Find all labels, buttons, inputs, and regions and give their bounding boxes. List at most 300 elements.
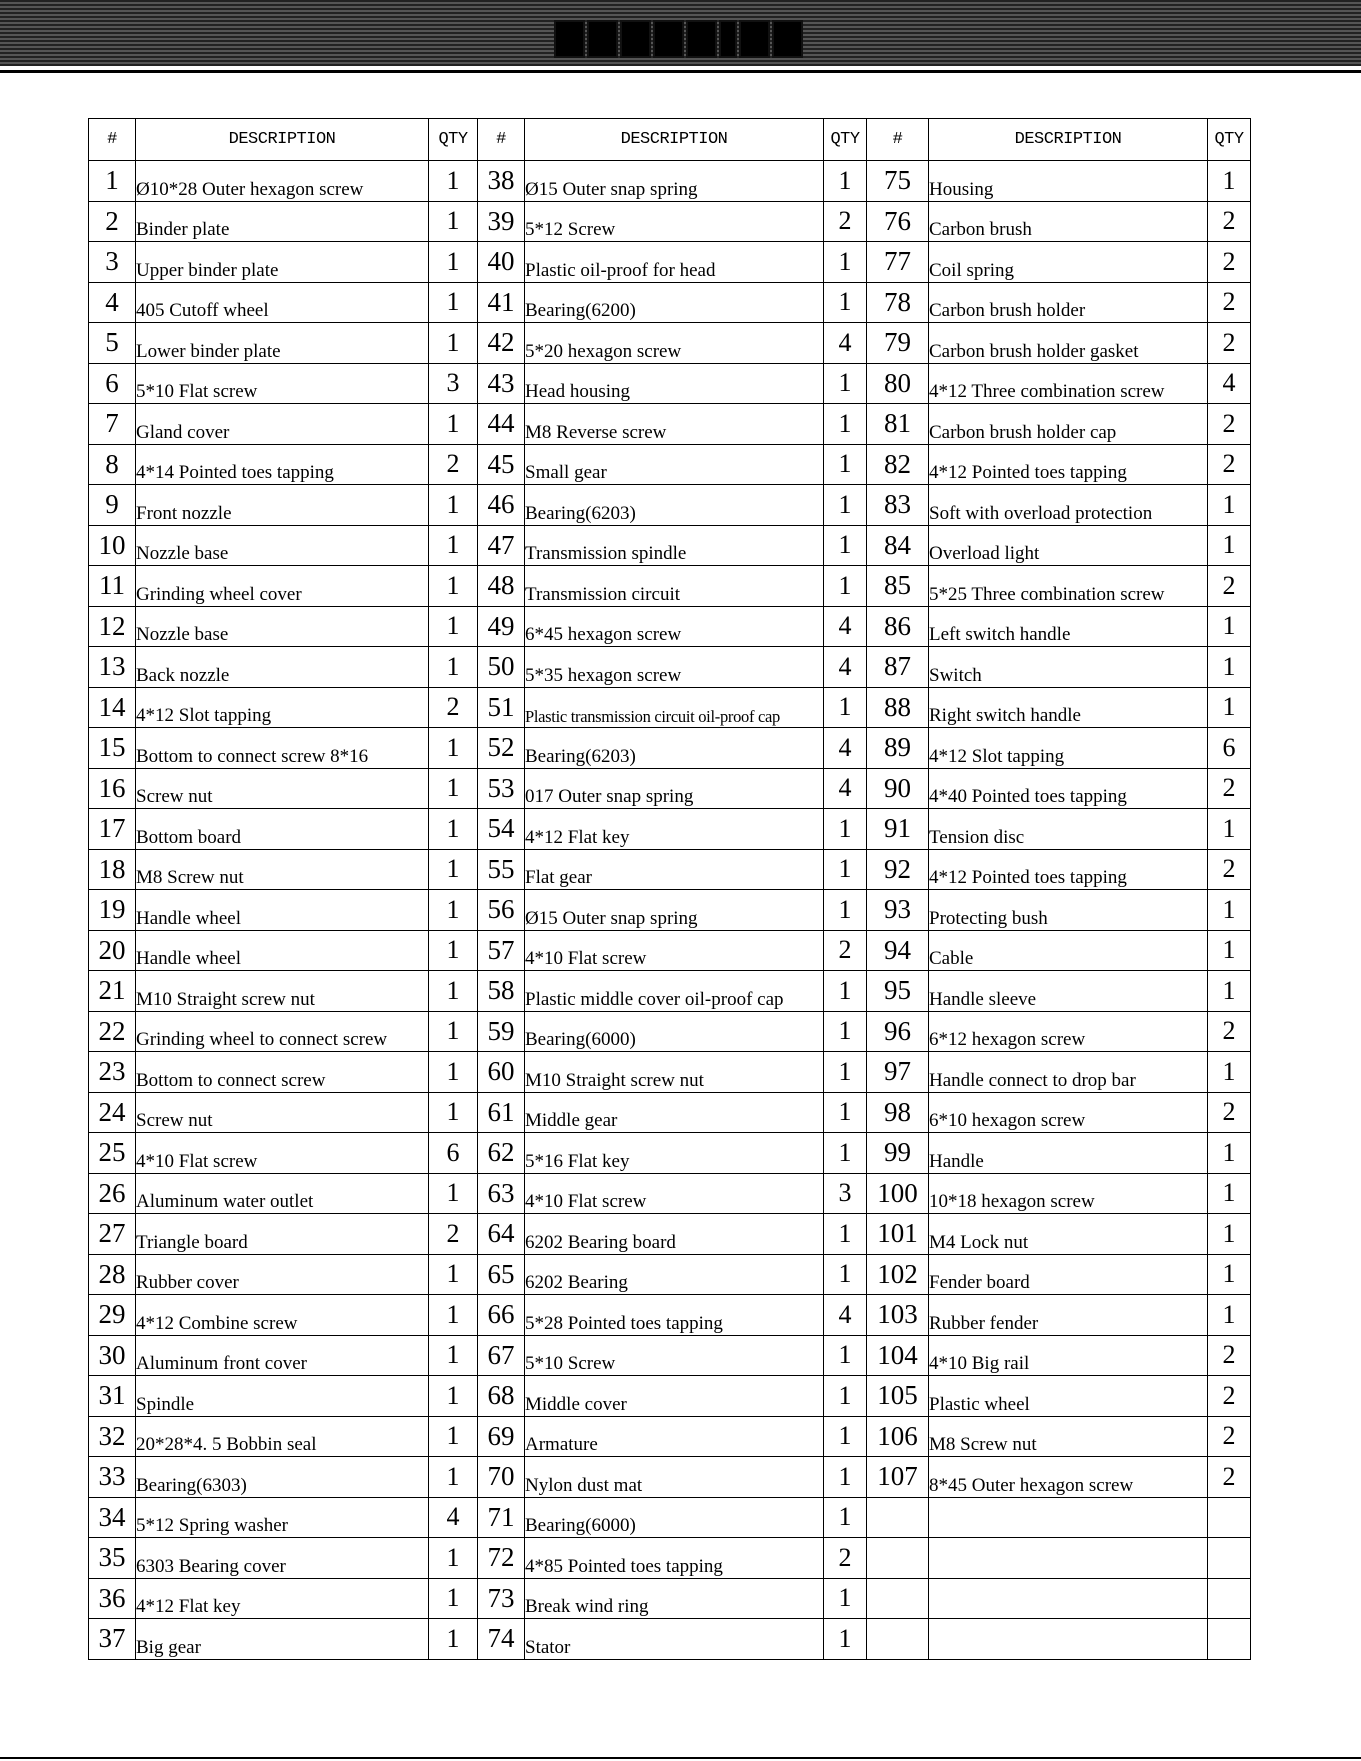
part-qty: 1 [429, 930, 478, 971]
part-number: 84 [867, 525, 929, 566]
part-qty: 1 [1208, 687, 1251, 728]
part-description: Bearing(6303) [136, 1457, 429, 1498]
part-qty: 1 [429, 1295, 478, 1336]
part-number: 23 [89, 1052, 136, 1093]
part-qty: 1 [824, 444, 867, 485]
part-description: Transmission circuit [525, 566, 824, 607]
part-qty: 1 [824, 809, 867, 850]
part-description: Screw nut [136, 1092, 429, 1133]
part-number: 42 [478, 323, 525, 364]
part-description: Right switch handle [929, 687, 1208, 728]
part-number: 62 [478, 1133, 525, 1174]
part-number: 28 [89, 1254, 136, 1295]
part-qty: 1 [429, 647, 478, 688]
table-row [89, 525, 1251, 566]
part-number: 60 [478, 1052, 525, 1093]
part-qty: 6 [429, 1133, 478, 1174]
part-description: Carbon brush holder gasket [929, 323, 1208, 364]
table-row [89, 1011, 1251, 1052]
part-qty: 1 [1208, 606, 1251, 647]
part-number: 47 [478, 525, 525, 566]
part-qty: 1 [824, 1214, 867, 1255]
part-qty: 2 [824, 930, 867, 971]
part-qty: 1 [824, 687, 867, 728]
part-number: 68 [478, 1376, 525, 1417]
part-description: M8 Screw nut [929, 1416, 1208, 1457]
part-number: 32 [89, 1416, 136, 1457]
part-qty: 2 [1208, 849, 1251, 890]
part-number: 39 [478, 201, 525, 242]
part-description: Grinding wheel cover [136, 566, 429, 607]
col-header-qty: QTY [1208, 119, 1251, 161]
table-row [89, 647, 1251, 688]
part-description: Head housing [525, 363, 824, 404]
part-qty: 1 [429, 1011, 478, 1052]
part-number: 102 [867, 1254, 929, 1295]
part-description: Housing [929, 161, 1208, 202]
part-number: 8 [89, 444, 136, 485]
part-description: 5*35 hexagon screw [525, 647, 824, 688]
part-description: Middle gear [525, 1092, 824, 1133]
part-description: 4*12 Pointed toes tapping [929, 444, 1208, 485]
table-row [89, 1538, 1251, 1579]
table-row [89, 1497, 1251, 1538]
part-description: Lower binder plate [136, 323, 429, 364]
part-number: 3 [89, 242, 136, 283]
part-number: 30 [89, 1335, 136, 1376]
part-number: 89 [867, 728, 929, 769]
part-number: 15 [89, 728, 136, 769]
part-qty: 1 [429, 971, 478, 1012]
part-description: Soft with overload protection [929, 485, 1208, 526]
part-number: 74 [478, 1619, 525, 1660]
part-number: 21 [89, 971, 136, 1012]
table-row [89, 1092, 1251, 1133]
part-qty: 1 [824, 242, 867, 283]
part-qty: 1 [824, 1052, 867, 1093]
table-row [89, 1335, 1251, 1376]
table-row [89, 1295, 1251, 1336]
part-number: 41 [478, 282, 525, 323]
part-number: 48 [478, 566, 525, 607]
table-row [89, 1133, 1251, 1174]
part-description: Back nozzle [136, 647, 429, 688]
part-qty: 1 [429, 1457, 478, 1498]
part-number: 105 [867, 1376, 929, 1417]
part-description: Upper binder plate [136, 242, 429, 283]
empty-cell [1208, 1619, 1251, 1660]
table-row [89, 809, 1251, 850]
part-description: Plastic oil-proof for head [525, 242, 824, 283]
part-qty: 1 [824, 1376, 867, 1417]
part-number: 75 [867, 161, 929, 202]
table-row [89, 1619, 1251, 1660]
part-qty: 2 [1208, 1335, 1251, 1376]
table-row [89, 1052, 1251, 1093]
part-qty: 1 [1208, 525, 1251, 566]
part-qty: 1 [429, 890, 478, 931]
empty-cell [867, 1497, 929, 1538]
part-description: Handle wheel [136, 890, 429, 931]
part-number: 20 [89, 930, 136, 971]
part-qty: 1 [429, 282, 478, 323]
part-description: 6202 Bearing [525, 1254, 824, 1295]
part-description: Plastic middle cover oil-proof cap [525, 971, 824, 1012]
part-qty: 1 [429, 1254, 478, 1295]
part-qty: 1 [824, 890, 867, 931]
part-description: 6*10 hexagon screw [929, 1092, 1208, 1133]
part-number: 52 [478, 728, 525, 769]
part-qty: 4 [824, 647, 867, 688]
part-description: Tension disc [929, 809, 1208, 850]
part-qty: 1 [429, 485, 478, 526]
empty-cell [1208, 1538, 1251, 1579]
part-qty: 4 [824, 768, 867, 809]
part-qty: 1 [1208, 485, 1251, 526]
col-header-description: DESCRIPTION [525, 119, 824, 161]
part-description: Handle sleeve [929, 971, 1208, 1012]
empty-cell [929, 1619, 1208, 1660]
table-row [89, 687, 1251, 728]
part-description: 4*12 Three combination screw [929, 363, 1208, 404]
part-qty: 1 [1208, 1295, 1251, 1336]
table-row [89, 444, 1251, 485]
col-header-description: DESCRIPTION [136, 119, 429, 161]
part-qty: 1 [824, 1133, 867, 1174]
table-row [89, 161, 1251, 202]
part-number: 78 [867, 282, 929, 323]
table-row [89, 1457, 1251, 1498]
part-number: 61 [478, 1092, 525, 1133]
part-description: Carbon brush holder cap [929, 404, 1208, 445]
part-qty: 2 [1208, 1376, 1251, 1417]
part-qty: 1 [1208, 930, 1251, 971]
part-qty: 2 [1208, 1011, 1251, 1052]
part-number: 69 [478, 1416, 525, 1457]
part-number: 106 [867, 1416, 929, 1457]
part-description: 4*12 Pointed toes tapping [929, 849, 1208, 890]
part-description: Protecting bush [929, 890, 1208, 931]
empty-cell [867, 1619, 929, 1660]
part-number: 53 [478, 768, 525, 809]
table-row [89, 930, 1251, 971]
part-description: Bottom to connect screw 8*16 [136, 728, 429, 769]
part-description: 4*10 Flat screw [136, 1133, 429, 1174]
part-qty: 1 [824, 971, 867, 1012]
part-number: 73 [478, 1578, 525, 1619]
part-description: 4*12 Slot tapping [929, 728, 1208, 769]
part-qty: 2 [1208, 566, 1251, 607]
part-qty: 1 [429, 1578, 478, 1619]
part-qty: 3 [429, 363, 478, 404]
part-qty: 1 [824, 1011, 867, 1052]
part-description: 6*12 hexagon screw [929, 1011, 1208, 1052]
part-description: Bottom to connect screw [136, 1052, 429, 1093]
part-description: Plastic wheel [929, 1376, 1208, 1417]
part-description: Transmission spindle [525, 525, 824, 566]
table-row [89, 768, 1251, 809]
part-qty: 2 [1208, 242, 1251, 283]
part-description: 405 Cutoff wheel [136, 282, 429, 323]
part-description: Nozzle base [136, 525, 429, 566]
part-qty: 2 [429, 1214, 478, 1255]
part-description: Plastic transmission circuit oil-proof cap [525, 687, 824, 728]
part-qty: 1 [1208, 971, 1251, 1012]
part-description: 6202 Bearing board [525, 1214, 824, 1255]
part-qty: 1 [429, 566, 478, 607]
part-number: 104 [867, 1335, 929, 1376]
part-number: 18 [89, 849, 136, 890]
part-description: Triangle board [136, 1214, 429, 1255]
table-header-row [89, 119, 1251, 161]
part-description: 4*12 Combine screw [136, 1295, 429, 1336]
table-row [89, 849, 1251, 890]
part-qty: 2 [429, 687, 478, 728]
part-number: 59 [478, 1011, 525, 1052]
part-qty: 1 [824, 485, 867, 526]
part-number: 14 [89, 687, 136, 728]
part-description: Bearing(6203) [525, 485, 824, 526]
part-number: 9 [89, 485, 136, 526]
part-number: 81 [867, 404, 929, 445]
part-qty: 2 [1208, 201, 1251, 242]
part-qty: 1 [1208, 890, 1251, 931]
part-qty: 2 [824, 201, 867, 242]
empty-cell [867, 1578, 929, 1619]
part-qty: 2 [1208, 404, 1251, 445]
part-number: 46 [478, 485, 525, 526]
table-row [89, 1254, 1251, 1295]
part-qty: 1 [429, 849, 478, 890]
part-description: 4*40 Pointed toes tapping [929, 768, 1208, 809]
part-number: 99 [867, 1133, 929, 1174]
part-number: 66 [478, 1295, 525, 1336]
part-number: 67 [478, 1335, 525, 1376]
col-header-number: # [478, 119, 525, 161]
table-row [89, 201, 1251, 242]
part-number: 40 [478, 242, 525, 283]
part-description: Gland cover [136, 404, 429, 445]
part-number: 57 [478, 930, 525, 971]
part-qty: 2 [1208, 323, 1251, 364]
part-description: 4*10 Flat screw [525, 1173, 824, 1214]
part-qty: 2 [1208, 444, 1251, 485]
part-number: 33 [89, 1457, 136, 1498]
part-number: 92 [867, 849, 929, 890]
part-number: 54 [478, 809, 525, 850]
part-number: 35 [89, 1538, 136, 1579]
part-qty: 1 [824, 1457, 867, 1498]
table-row [89, 971, 1251, 1012]
part-description: Bearing(6203) [525, 728, 824, 769]
part-description: 5*12 Spring washer [136, 1497, 429, 1538]
part-number: 26 [89, 1173, 136, 1214]
part-qty: 1 [429, 1538, 478, 1579]
part-qty: 6 [1208, 728, 1251, 769]
part-qty: 1 [824, 1619, 867, 1660]
part-number: 97 [867, 1052, 929, 1093]
table-row [89, 1376, 1251, 1417]
part-qty: 2 [1208, 768, 1251, 809]
part-qty: 2 [429, 444, 478, 485]
part-number: 56 [478, 890, 525, 931]
part-description: Screw nut [136, 768, 429, 809]
table-row [89, 363, 1251, 404]
part-number: 80 [867, 363, 929, 404]
part-description: 4*12 Flat key [525, 809, 824, 850]
part-qty: 1 [429, 1173, 478, 1214]
part-number: 5 [89, 323, 136, 364]
part-number: 25 [89, 1133, 136, 1174]
redacted-title [556, 20, 801, 58]
part-description: Spindle [136, 1376, 429, 1417]
part-qty: 2 [1208, 282, 1251, 323]
part-description: Ø15 Outer snap spring [525, 890, 824, 931]
part-number: 27 [89, 1214, 136, 1255]
part-qty: 1 [429, 161, 478, 202]
part-number: 36 [89, 1578, 136, 1619]
part-number: 85 [867, 566, 929, 607]
part-qty: 1 [824, 363, 867, 404]
part-number: 34 [89, 1497, 136, 1538]
part-qty: 2 [1208, 1092, 1251, 1133]
part-description: Binder plate [136, 201, 429, 242]
col-header-number: # [89, 119, 136, 161]
part-number: 4 [89, 282, 136, 323]
table-row [89, 606, 1251, 647]
part-description: 5*10 Flat screw [136, 363, 429, 404]
part-number: 29 [89, 1295, 136, 1336]
part-description: 4*14 Pointed toes tapping [136, 444, 429, 485]
part-number: 93 [867, 890, 929, 931]
part-description: Big gear [136, 1619, 429, 1660]
part-description: 8*45 Outer hexagon screw [929, 1457, 1208, 1498]
part-number: 19 [89, 890, 136, 931]
part-description: M8 Reverse screw [525, 404, 824, 445]
part-description: Armature [525, 1416, 824, 1457]
part-number: 86 [867, 606, 929, 647]
part-description: Grinding wheel to connect screw [136, 1011, 429, 1052]
part-number: 17 [89, 809, 136, 850]
part-description: Fender board [929, 1254, 1208, 1295]
part-description: Bearing(6200) [525, 282, 824, 323]
part-description: Handle wheel [136, 930, 429, 971]
part-number: 107 [867, 1457, 929, 1498]
part-description: 4*12 Slot tapping [136, 687, 429, 728]
part-number: 7 [89, 404, 136, 445]
col-header-description: DESCRIPTION [929, 119, 1208, 161]
part-description: Cable [929, 930, 1208, 971]
part-qty: 1 [824, 404, 867, 445]
part-description: Break wind ring [525, 1578, 824, 1619]
part-qty: 1 [824, 282, 867, 323]
part-description: 4*10 Big rail [929, 1335, 1208, 1376]
part-qty: 1 [429, 1052, 478, 1093]
part-description: Carbon brush holder [929, 282, 1208, 323]
part-qty: 1 [824, 1497, 867, 1538]
part-qty: 4 [429, 1497, 478, 1538]
part-qty: 1 [824, 1092, 867, 1133]
part-description: M10 Straight screw nut [136, 971, 429, 1012]
part-qty: 1 [429, 404, 478, 445]
part-number: 91 [867, 809, 929, 850]
part-description: Rubber fender [929, 1295, 1208, 1336]
part-qty: 1 [1208, 1133, 1251, 1174]
part-qty: 1 [1208, 161, 1251, 202]
table-row [89, 485, 1251, 526]
part-qty: 1 [429, 809, 478, 850]
part-description: Nylon dust mat [525, 1457, 824, 1498]
part-description: M10 Straight screw nut [525, 1052, 824, 1093]
footer-rule [0, 1757, 1361, 1759]
part-description: 5*16 Flat key [525, 1133, 824, 1174]
part-description: Nozzle base [136, 606, 429, 647]
parts-table-body [89, 161, 1251, 1660]
part-qty: 3 [824, 1173, 867, 1214]
part-qty: 4 [824, 323, 867, 364]
part-number: 31 [89, 1376, 136, 1417]
part-description: Ø15 Outer snap spring [525, 161, 824, 202]
part-number: 83 [867, 485, 929, 526]
part-description: M4 Lock nut [929, 1214, 1208, 1255]
part-description: Ø10*28 Outer hexagon screw [136, 161, 429, 202]
part-description: Coil spring [929, 242, 1208, 283]
col-header-qty: QTY [429, 119, 478, 161]
part-description: Front nozzle [136, 485, 429, 526]
part-description: Bearing(6000) [525, 1011, 824, 1052]
part-qty: 1 [429, 1335, 478, 1376]
part-number: 44 [478, 404, 525, 445]
part-number: 65 [478, 1254, 525, 1295]
part-number: 12 [89, 606, 136, 647]
part-qty: 4 [824, 728, 867, 769]
part-qty: 1 [429, 1619, 478, 1660]
part-number: 72 [478, 1538, 525, 1579]
part-description: 4*85 Pointed toes tapping [525, 1538, 824, 1579]
table-row [89, 282, 1251, 323]
empty-cell [929, 1578, 1208, 1619]
part-number: 58 [478, 971, 525, 1012]
part-description: 10*18 hexagon screw [929, 1173, 1208, 1214]
part-qty: 1 [1208, 809, 1251, 850]
part-description: Middle cover [525, 1376, 824, 1417]
part-qty: 1 [824, 1254, 867, 1295]
part-number: 43 [478, 363, 525, 404]
part-number: 77 [867, 242, 929, 283]
part-description: Bottom board [136, 809, 429, 850]
part-description: 5*12 Screw [525, 201, 824, 242]
part-qty: 1 [1208, 1214, 1251, 1255]
part-qty: 1 [824, 1578, 867, 1619]
part-number: 64 [478, 1214, 525, 1255]
part-number: 6 [89, 363, 136, 404]
part-qty: 1 [824, 161, 867, 202]
part-description: Handle connect to drop bar [929, 1052, 1208, 1093]
header-band [0, 0, 1361, 66]
part-qty: 1 [429, 728, 478, 769]
part-description: 6303 Bearing cover [136, 1538, 429, 1579]
part-description: M8 Screw nut [136, 849, 429, 890]
table-row [89, 1173, 1251, 1214]
header-rule [0, 70, 1361, 73]
part-number: 98 [867, 1092, 929, 1133]
part-number: 96 [867, 1011, 929, 1052]
part-number: 51 [478, 687, 525, 728]
part-description: Small gear [525, 444, 824, 485]
part-number: 90 [867, 768, 929, 809]
part-number: 22 [89, 1011, 136, 1052]
table-row [89, 728, 1251, 769]
